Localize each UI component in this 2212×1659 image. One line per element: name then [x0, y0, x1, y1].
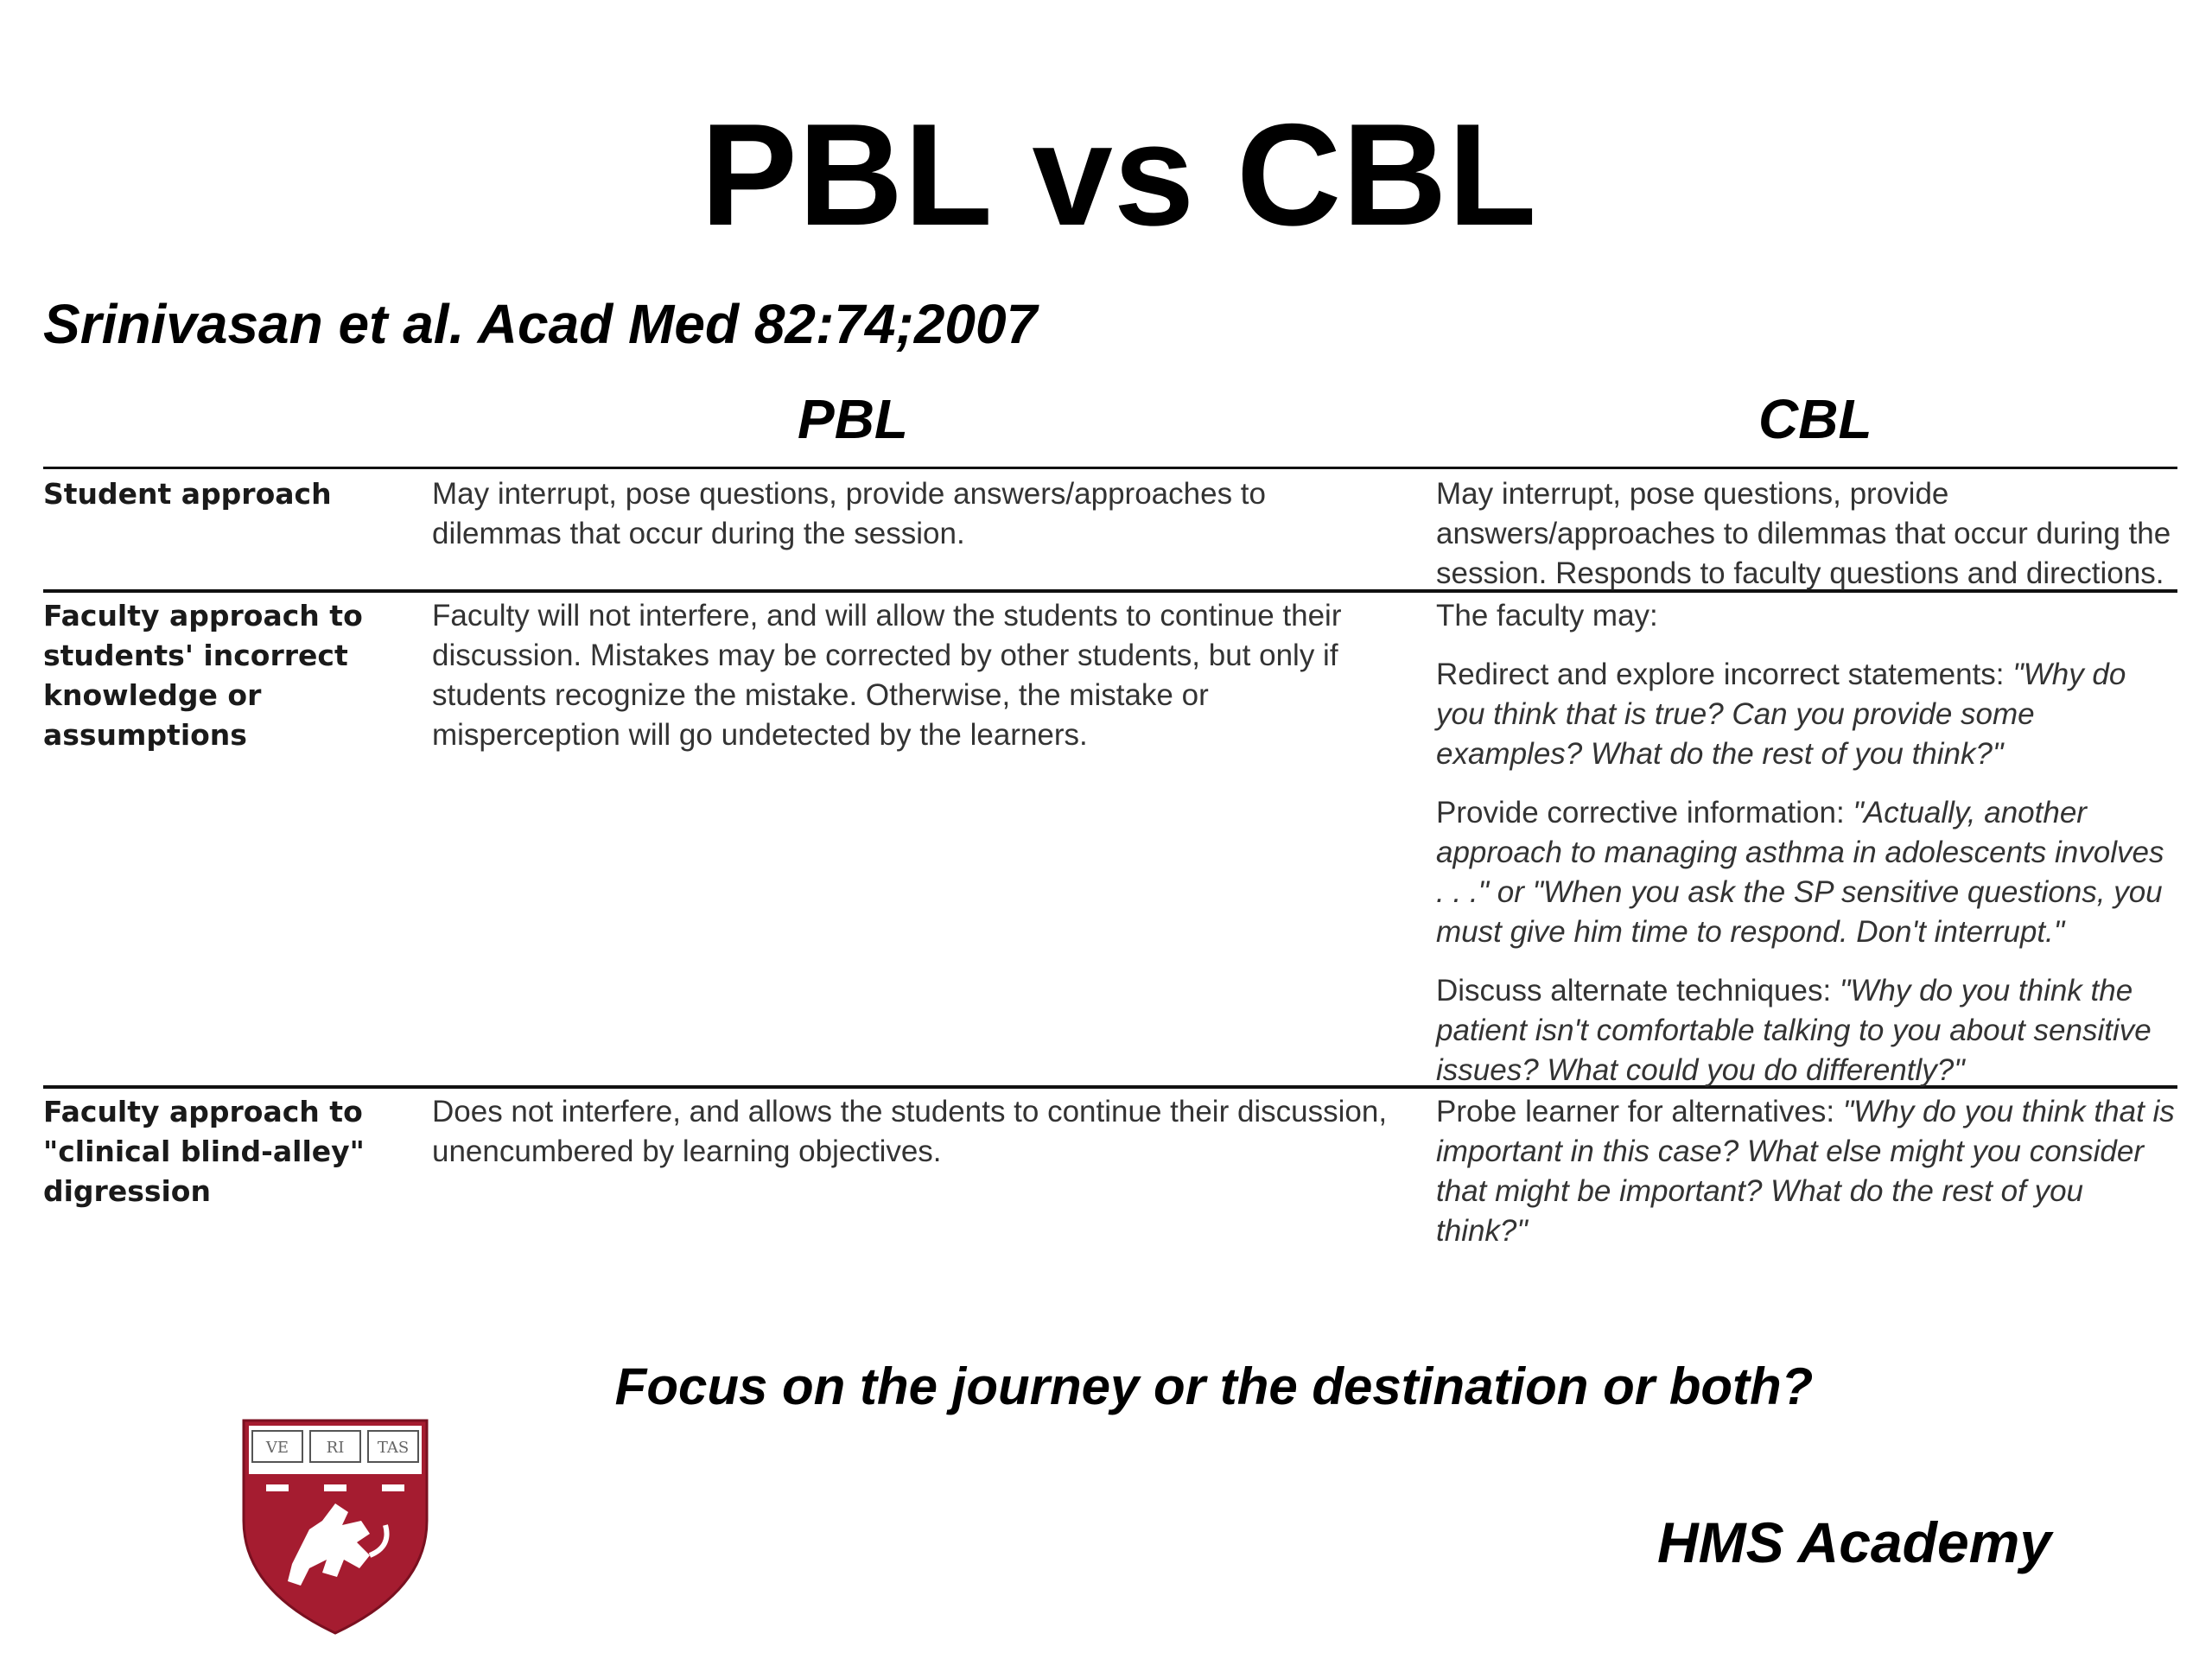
- column-header-pbl: PBL: [798, 388, 908, 450]
- focus-question: Focus on the journey or the destination or both?: [614, 1357, 1814, 1415]
- cbl-item-lead: Discuss alternate techniques:: [1436, 974, 1840, 1007]
- citation: Srinivasan et al. Acad Med 82:74;2007: [43, 293, 1038, 355]
- cbl-cell: [1436, 596, 2177, 1109]
- table-row-student-approach: [43, 469, 2177, 593]
- slide-title: PBL vs CBL: [700, 93, 1538, 256]
- cbl-item-quote: "Why do you think that is true? Can you provide some examples? What do the rest of you think?": [1436, 658, 2126, 771]
- cbl-item: [1436, 655, 2177, 774]
- cbl-item-quote: "Actually, another approach to managing asthma in adolescents involves . . ." or "When you ask the SP sensitive questions, you must give him time to respond. Don't interrupt.": [1436, 796, 2164, 949]
- cbl-cell: May interrupt, pose questions, provide answers/approaches to dilemmas that occur during the session. Responds to faculty questions and directions.: [1436, 477, 2171, 590]
- row-label: Faculty approach to students' incorrect knowledge or assumptions: [43, 599, 363, 752]
- pbl-cell: Does not interfere, and allows the students to continue their discussion, unencumbered by learning objectives.: [432, 1095, 1388, 1168]
- table-row-incorrect-knowledge: [43, 593, 2177, 1089]
- cbl-intro: The faculty may:: [1436, 599, 1658, 632]
- cbl-item-quote: "Why do you think the patient isn't comfortable talking to you about sensitive issues? What could you do differently?": [1436, 974, 2152, 1087]
- pbl-cell: May interrupt, pose questions, provide answers/approaches to dilemmas that occur during the session.: [432, 477, 1266, 550]
- cbl-quote: "Why do you think that is important in this case? What else might you consider that might be important? What do the rest of you think?": [1436, 1095, 2175, 1248]
- harvard-shield-logo: [240, 1417, 430, 1637]
- motto-tas: TAS: [377, 1439, 410, 1457]
- table-row-blind-alley: [43, 1089, 2177, 1248]
- footer-hms-academy: HMS Academy: [1657, 1510, 2052, 1574]
- motto-ve: VE: [265, 1439, 289, 1457]
- cbl-item: [1436, 971, 2177, 1090]
- cbl-item-lead: Provide corrective information:: [1436, 796, 1853, 830]
- cbl-lead: Probe learner for alternatives:: [1436, 1095, 1843, 1128]
- pbl-cell: Faculty will not interfere, and will allow the students to continue their discussion. Mistakes may be corrected by other students, but only if students recognize the mistake. Otherwise, the mistake or misperception will go undetected by the learners.: [432, 599, 1342, 752]
- column-header-cbl: CBL: [1758, 388, 1872, 450]
- cbl-item-lead: Redirect and explore incorrect statements:: [1436, 658, 2013, 691]
- comparison-table: [43, 467, 2177, 1248]
- cbl-item: [1436, 793, 2177, 952]
- motto-ri: RI: [326, 1439, 345, 1457]
- row-label: Student approach: [43, 477, 332, 511]
- row-label: Faculty approach to "clinical blind-alley" digression: [43, 1095, 365, 1208]
- cbl-cell: [1436, 1092, 2177, 1251]
